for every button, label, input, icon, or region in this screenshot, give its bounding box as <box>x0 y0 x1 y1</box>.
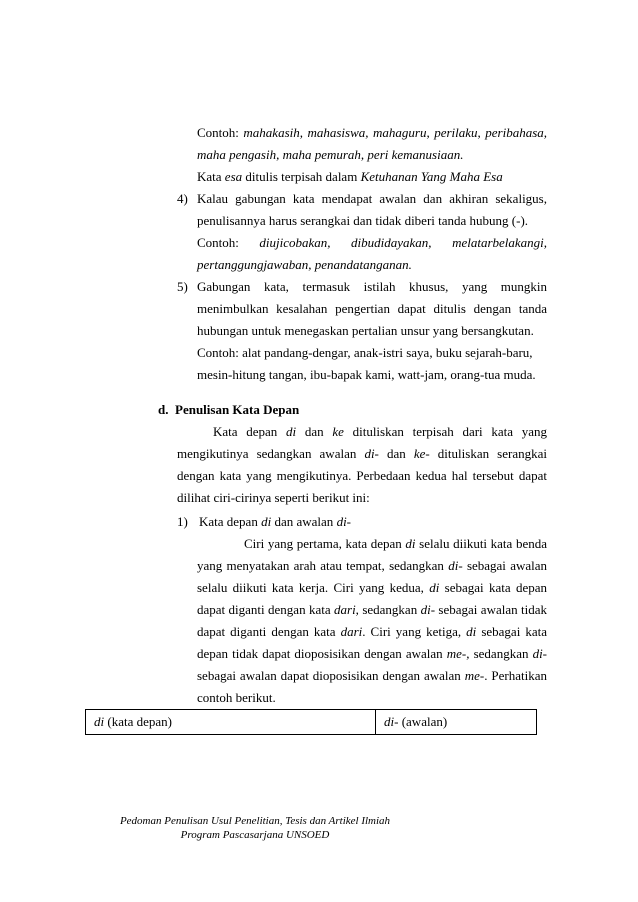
sub-1-number: 1) <box>177 514 188 529</box>
item-5-line-1: Gabungan kata, termasuk istilah khusus, yang mungkin <box>197 279 547 294</box>
section-d-letter: d. <box>158 402 169 417</box>
footer-line-2: Program Pascasarjana UNSOED <box>180 829 330 841</box>
table-cell-awalan: di- (awalan) <box>384 714 448 729</box>
section-d-line-3: dengan kata yang mengikutinya. Perbedaan kedua hal tersebut dapat <box>177 468 547 483</box>
sub-1-line-2: yang menyatakan arah atau tempat, sedangkan di- sebagai awalan <box>197 558 548 573</box>
item-4-line-4: pertanggungjawaban, penandatanganan. <box>197 257 412 272</box>
sub-1-line-5: dapat diganti dengan kata dari. Ciri yang ketiga, di sebagai kata <box>197 624 547 639</box>
item-5-line-4: Contoh: alat pandang-dengar, anak-istri saya, buku sejarah-baru, <box>197 345 533 360</box>
item-4-examples: Contoh: diujicobakan, dibudidayakan, melatarbelakangi, <box>197 235 548 250</box>
sub-1-line-8: contoh berikut. <box>197 690 276 705</box>
item-5-line-3: hubungan untuk menegaskan pertalian unsur yang bersangkutan. <box>197 323 534 338</box>
contoh-label: Contoh: <box>197 125 239 140</box>
section-d-line-2: mengikutinya sedangkan awalan di- dan ke- dituliskan serangkai <box>177 446 547 461</box>
sub-1-heading: Kata depan di dan awalan di- <box>199 514 352 529</box>
item-4-number: 4) <box>177 191 188 206</box>
item-4-line-2: penulisannya harus serangkai dan tidak diberi tanda hubung (-). <box>197 213 529 228</box>
sub-1-line-7: sebagai awalan dapat dioposisikan dengan awalan me-. Perhatikan <box>197 668 547 683</box>
sub-1-line-1: Ciri yang pertama, kata depan di selalu diikuti kata benda <box>244 536 547 551</box>
sub-1-line-6: depan tidak dapat dioposisikan dengan awalan me-, sedangkan di- <box>197 646 548 661</box>
item-5-line-5: mesin-hitung tangan, ibu-bapak kami, watt-jam, orang-tua muda. <box>197 367 536 382</box>
item-4-line-1: Kalau gabungan kata mendapat awalan dan akhiran sekaligus, <box>197 191 547 206</box>
contoh-line-2: maha pengasih, maha pemurah, peri kemanusiaan. <box>197 147 464 162</box>
section-d-title: Penulisan Kata Depan <box>175 402 300 417</box>
footer-line-1: Pedoman Penulisan Usul Penelitian, Tesis dan Artikel Ilmiah <box>119 815 391 827</box>
comparison-table <box>85 709 537 735</box>
section-d-line-1: Kata depan di dan ke dituliskan terpisah dari kata yang <box>213 424 548 439</box>
contoh-words: mahakasih, mahasiswa, mahaguru, perilaku, peribahasa, <box>243 125 548 140</box>
item-5-line-2: menimbulkan kesalahan pengertian dapat ditulis dengan tanda <box>197 301 547 316</box>
contoh-line-1 <box>197 124 547 142</box>
section-d-line-4: dilihat ciri-cirinya seperti berikut ini: <box>177 490 370 505</box>
sub-1-line-4: dapat diganti dengan kata dari, sedangkan di- sebagai awalan tidak <box>197 602 547 617</box>
table-cell-kata-depan: di (kata depan) <box>86 710 376 734</box>
item-5-number: 5) <box>177 279 188 294</box>
esa-note: Kata esa ditulis terpisah dalam Ketuhanan Yang Maha Esa <box>197 169 503 184</box>
sub-1-line-3: selalu diikuti kata kerja. Ciri yang kedua, di sebagai kata depan <box>197 580 547 595</box>
